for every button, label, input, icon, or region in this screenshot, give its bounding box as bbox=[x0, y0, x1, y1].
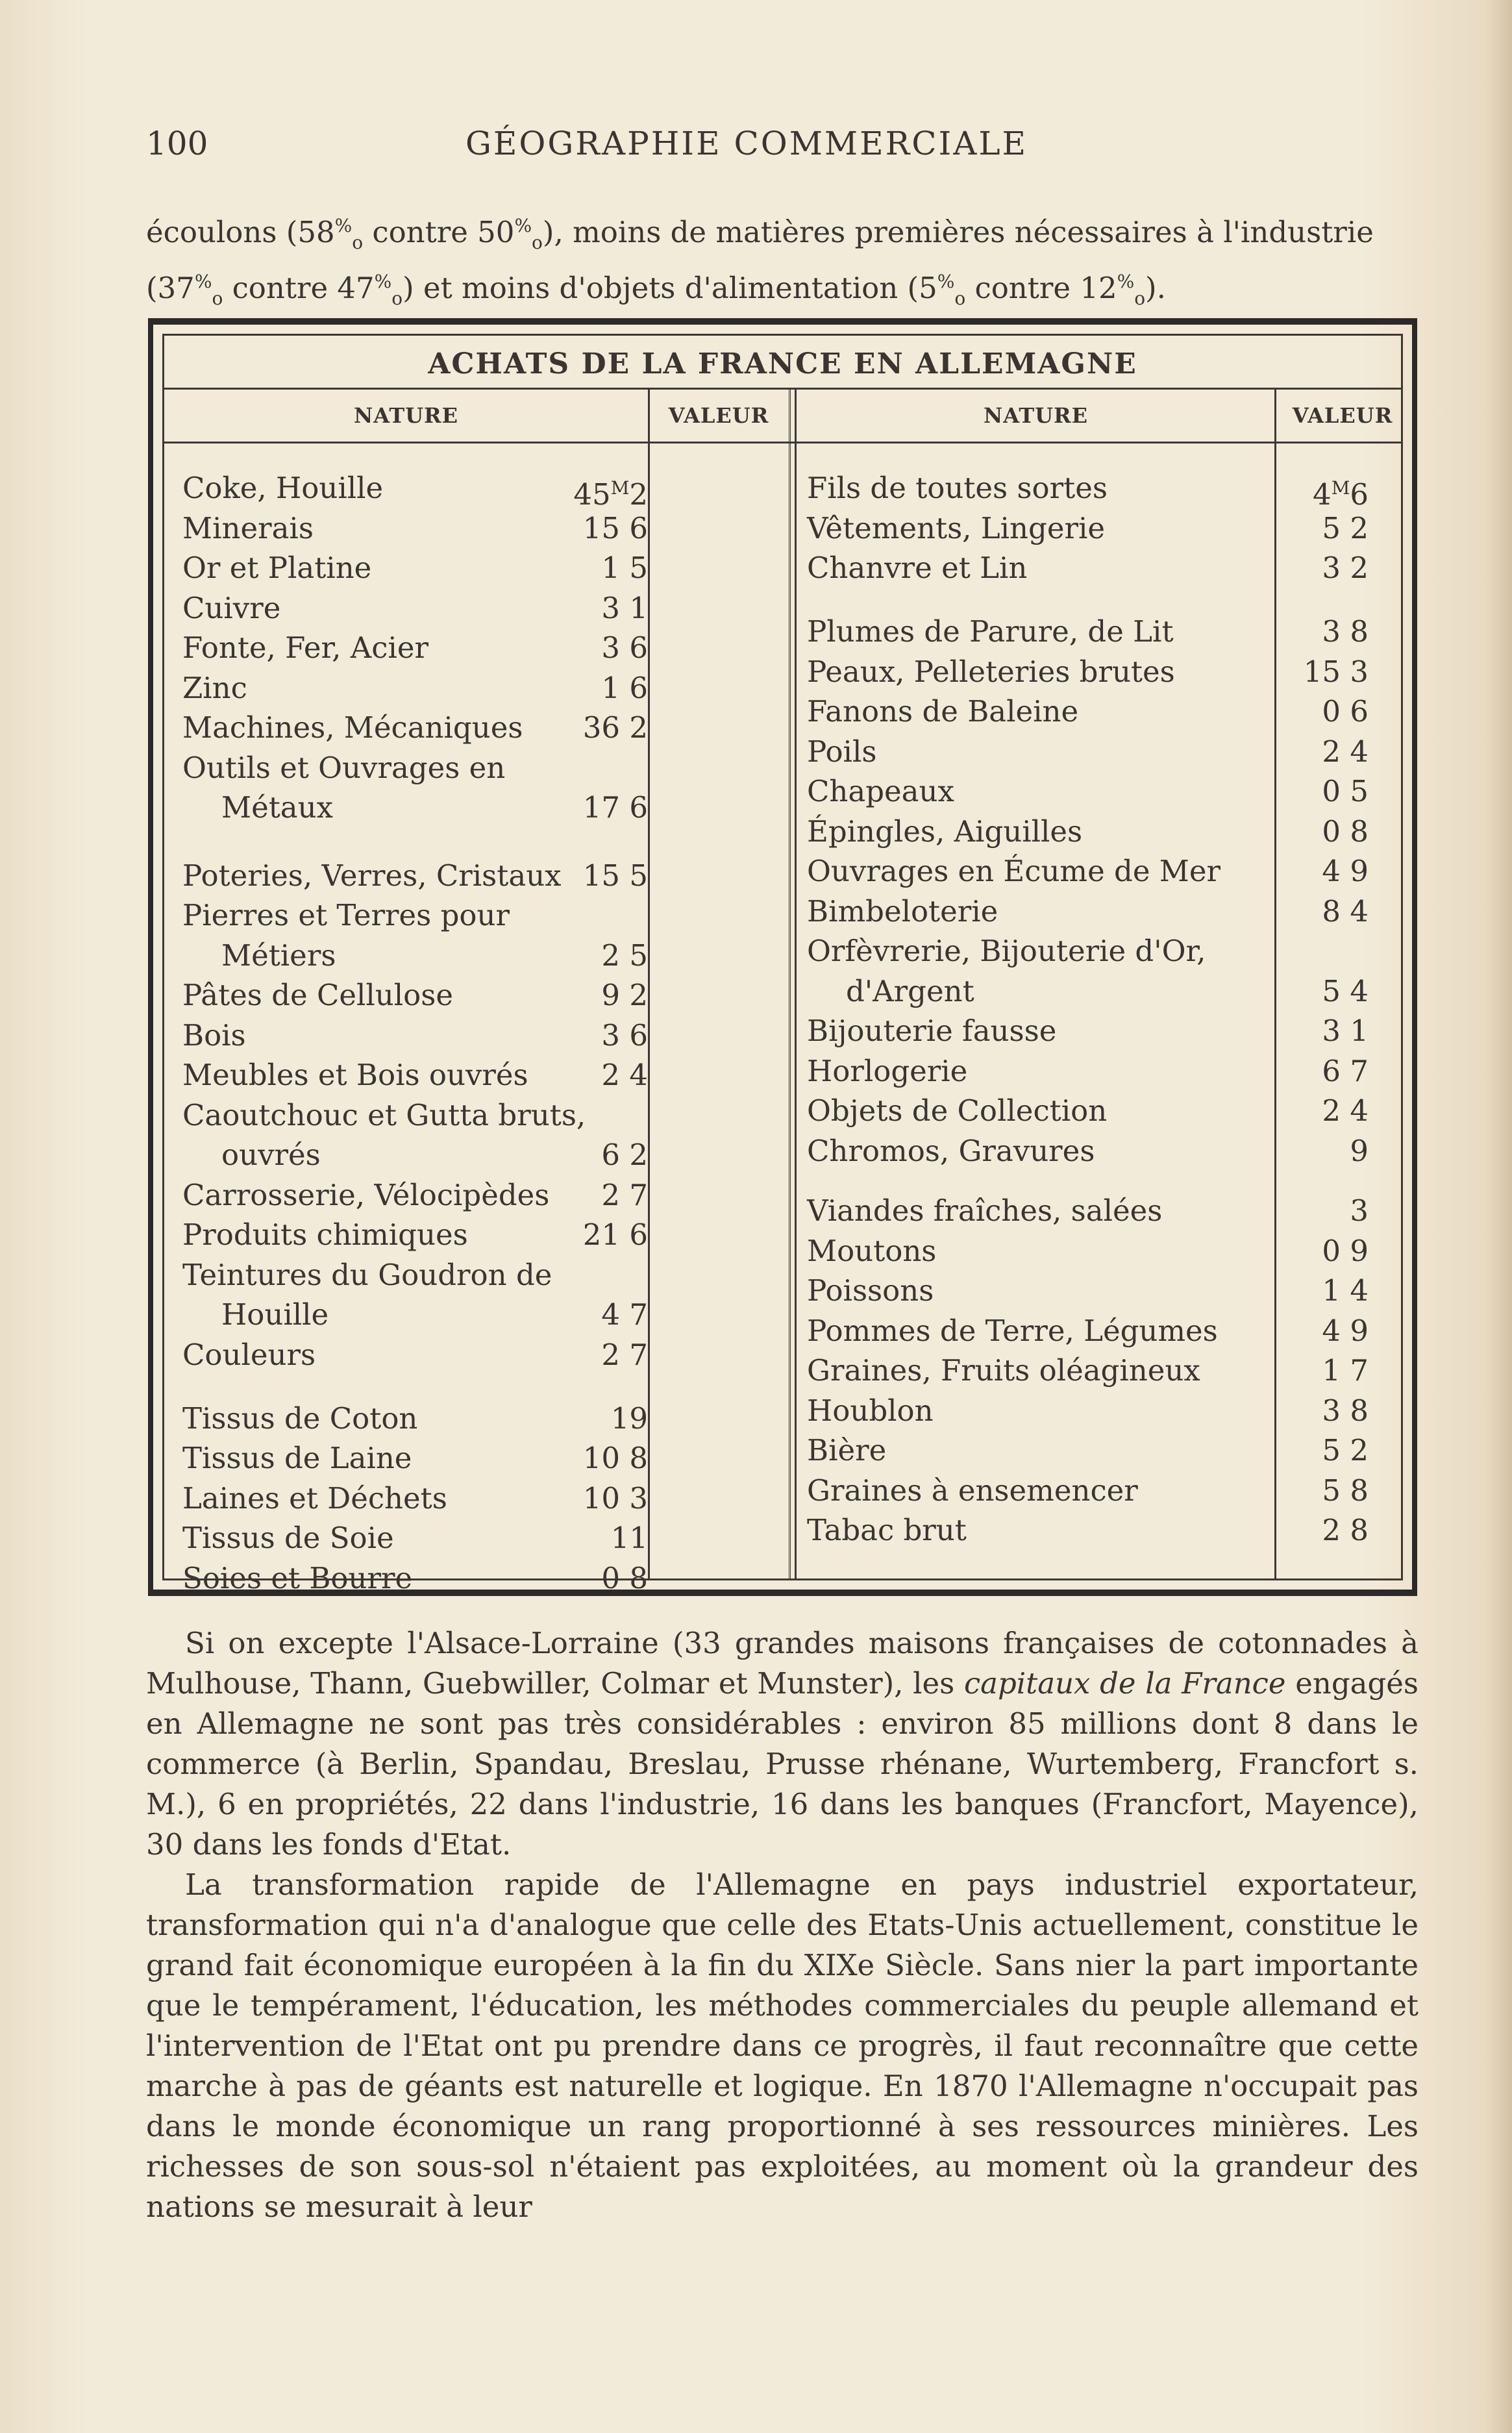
left-nature-cell: Caoutchouc et Gutta bruts, bbox=[182, 1097, 586, 1132]
left-nature-cell: Tissus de Coton bbox=[182, 1401, 418, 1436]
right-nature-cell: Poissons bbox=[807, 1273, 934, 1308]
left-valeur-cell: $45^M2$ bbox=[573, 477, 648, 512]
left-valeur-cell: 6 2 bbox=[601, 1138, 648, 1173]
right-nature-cell: Fanons de Baleine bbox=[807, 694, 1079, 729]
right-valeur-cell: 8 4 bbox=[1322, 893, 1369, 929]
right-nature-cell: Peaux, Pelleteries brutes bbox=[807, 654, 1175, 689]
left-nature-cell: Zinc bbox=[182, 670, 247, 705]
left-nature-cell: Métaux bbox=[221, 790, 333, 825]
right-nature-cell: Graines à ensemencer bbox=[807, 1473, 1138, 1508]
left-valeur-cell: 15 6 bbox=[582, 510, 648, 545]
right-valeur-cell: 0 6 bbox=[1322, 694, 1369, 729]
right-nature-cell: Orfèvrerie, Bijouterie d'Or, bbox=[807, 934, 1206, 969]
right-nature-cell: Chapeaux bbox=[807, 774, 954, 809]
right-nature-cell: Graines, Fruits oléagineux bbox=[807, 1353, 1200, 1388]
left-nature-cell: Carrosserie, Vélocipèdes bbox=[182, 1177, 550, 1212]
right-nature-cell: Plumes de Parure, de Lit bbox=[807, 614, 1174, 649]
right-valeur-cell: 4 9 bbox=[1322, 1313, 1369, 1348]
left-nature-cell: Tissus de Soie bbox=[182, 1521, 394, 1556]
right-valeur-cell: 15 3 bbox=[1303, 654, 1369, 689]
right-valeur-cell: 3 8 bbox=[1322, 614, 1369, 649]
col-header-valeur-left: VALEUR bbox=[668, 403, 769, 428]
left-nature-cell: Teintures du Goudron de bbox=[182, 1257, 552, 1292]
left-valeur-cell: 0 8 bbox=[601, 1560, 648, 1595]
table-column-headers bbox=[164, 390, 1401, 443]
left-valeur-cell: 4 7 bbox=[601, 1297, 648, 1332]
right-valeur-cell: 0 9 bbox=[1322, 1233, 1369, 1268]
col-header-nature-right: NATURE bbox=[983, 403, 1089, 428]
right-nature-cell: Bijouterie fausse bbox=[807, 1014, 1057, 1049]
left-valeur-cell: 10 8 bbox=[582, 1441, 648, 1476]
left-valeur-cell: 15 5 bbox=[582, 858, 648, 893]
left-nature-cell: Métiers bbox=[221, 938, 336, 973]
right-nature-cell: Horlogerie bbox=[807, 1053, 968, 1088]
intro-line-1: écoulons ($58^{\%}_o$ contre $50^{\%}_o$), moins de matières premières nécessaires à l'industrie bbox=[146, 215, 1374, 253]
left-nature-cell: Tissus de Laine bbox=[182, 1441, 412, 1476]
right-valeur-cell: 5 2 bbox=[1322, 510, 1369, 545]
left-valeur-cell: 11 bbox=[610, 1521, 648, 1556]
right-nature-cell: Chanvre et Lin bbox=[807, 551, 1028, 585]
left-nature-cell: Laines et Déchets bbox=[182, 1480, 447, 1516]
purchases-table bbox=[148, 318, 1417, 1596]
left-valeur-cell: 36 2 bbox=[582, 710, 648, 745]
right-valeur-cell: 1 7 bbox=[1322, 1353, 1369, 1388]
left-valeur-cell: 2 7 bbox=[601, 1177, 648, 1212]
left-valeur-cell: 1 5 bbox=[601, 551, 648, 585]
right-valeur-cell: 5 8 bbox=[1322, 1473, 1369, 1508]
right-nature-cell: Vêtements, Lingerie bbox=[807, 510, 1106, 545]
left-valeur-cell: 10 3 bbox=[582, 1480, 648, 1516]
left-nature-cell: Meubles et Bois ouvrés bbox=[182, 1058, 528, 1093]
left-nature-cell: Pierres et Terres pour bbox=[182, 898, 510, 933]
left-valeur-cell: 2 7 bbox=[601, 1337, 648, 1372]
right-nature-cell: Houblon bbox=[807, 1393, 934, 1428]
right-valeur-cell: 2 4 bbox=[1322, 734, 1369, 769]
left-valeur-cell: 3 6 bbox=[601, 1017, 648, 1053]
left-nature-cell: ouvrés bbox=[221, 1138, 321, 1173]
left-nature-cell: Outils et Ouvrages en bbox=[182, 750, 506, 785]
left-nature-cell: Produits chimiques bbox=[182, 1217, 468, 1253]
right-nature-cell: Objets de Collection bbox=[807, 1093, 1108, 1129]
col-header-nature-left: NATURE bbox=[353, 403, 459, 428]
left-valeur-cell: 17 6 bbox=[582, 790, 648, 825]
left-valeur-cell: 3 6 bbox=[601, 630, 648, 665]
right-valeur-cell: $4^M6$ bbox=[1313, 477, 1369, 512]
column-divider-double bbox=[789, 390, 797, 1578]
left-valeur-cell: 19 bbox=[610, 1401, 648, 1436]
right-nature-cell: Bimbeloterie bbox=[807, 893, 998, 929]
left-nature-cell: Cuivre bbox=[182, 590, 281, 625]
right-valeur-cell: 0 5 bbox=[1322, 774, 1369, 809]
left-nature-cell: Pâtes de Cellulose bbox=[182, 978, 453, 1013]
left-nature-cell: Minerais bbox=[182, 510, 314, 545]
unit-superscript: M bbox=[610, 477, 630, 499]
right-valeur-cell: 6 7 bbox=[1322, 1053, 1369, 1088]
left-valeur-cell: 2 4 bbox=[601, 1058, 648, 1093]
col-header-valeur-right: VALEUR bbox=[1292, 403, 1393, 428]
right-valeur-cell: 2 8 bbox=[1322, 1513, 1369, 1548]
table-title: ACHATS DE LA FRANCE EN ALLEMAGNE bbox=[164, 336, 1401, 390]
intro-paragraph bbox=[146, 206, 1419, 318]
right-nature-cell: Viandes fraîches, salées bbox=[807, 1193, 1163, 1229]
right-nature-cell: d'Argent bbox=[846, 973, 974, 1008]
right-valeur-cell: 1 4 bbox=[1322, 1273, 1369, 1308]
left-valeur-cell: 3 1 bbox=[601, 590, 648, 625]
right-valeur-cell: 4 9 bbox=[1322, 854, 1369, 889]
page-edge-shadow bbox=[1486, 0, 1512, 2433]
right-valeur-cell: 3 2 bbox=[1322, 551, 1369, 585]
page-number: 100 bbox=[146, 125, 208, 162]
paragraph-transformation: La transformation rapide de l'Allemagne en pays industriel exportateur, transformation qui n'a d'analogue que celle des Etats-Unis actuellement, constitue le grand fait économique européen à la fin du XIXe Siècle. Sans nier la part importante que le tempérament, l'éducation, les méthodes commerciales du peuple allemand et l'intervention de l'Etat ont pu prendre dans ce progrès, il faut reconnaître que cette marche à pas de géants est naturelle et logique. En 1870 l'Allemagne n'occupait pas dans le monde économique un rang proportionné à ses ressources minières. Les richesses de son sous-sol n'étaient pas exploitées, au moment où la grandeur des nations se mesurait à leur bbox=[146, 1867, 1419, 2224]
left-nature-cell: Houille bbox=[221, 1297, 329, 1332]
left-nature-cell: Coke, Houille bbox=[182, 471, 384, 505]
left-valeur-cell: 9 2 bbox=[601, 978, 648, 1013]
right-valeur-cell: 2 4 bbox=[1322, 1093, 1369, 1129]
left-nature-cell: Machines, Mécaniques bbox=[182, 710, 523, 745]
body-text bbox=[146, 1623, 1419, 2227]
right-valeur-cell: 3 8 bbox=[1322, 1393, 1369, 1428]
left-valeur-cell: 2 5 bbox=[601, 938, 648, 973]
right-nature-cell: Pommes de Terre, Légumes bbox=[807, 1313, 1218, 1348]
left-nature-cell: Fonte, Fer, Acier bbox=[182, 630, 428, 665]
running-title: GÉOGRAPHIE COMMERCIALE bbox=[465, 125, 1028, 162]
right-nature-cell: Fils de toutes sortes bbox=[807, 471, 1108, 505]
left-nature-cell: Bois bbox=[182, 1017, 246, 1053]
left-nature-cell: Couleurs bbox=[182, 1337, 316, 1372]
right-nature-cell: Bière bbox=[807, 1433, 887, 1468]
table-inner bbox=[162, 334, 1403, 1595]
left-nature-cell: Or et Platine bbox=[182, 551, 372, 585]
right-nature-cell: Épingles, Aiguilles bbox=[807, 814, 1083, 849]
right-nature-cell: Moutons bbox=[807, 1233, 937, 1268]
page-header bbox=[146, 125, 1347, 170]
right-nature-cell: Chromos, Gravures bbox=[807, 1133, 1095, 1168]
unit-superscript: M bbox=[1331, 477, 1350, 499]
column-divider bbox=[648, 390, 650, 1578]
left-valeur-cell: 21 6 bbox=[582, 1217, 648, 1253]
right-valeur-cell: 5 4 bbox=[1322, 973, 1369, 1008]
right-valeur-cell: 5 2 bbox=[1322, 1433, 1369, 1468]
right-valeur-cell: 3 bbox=[1350, 1193, 1369, 1229]
left-valeur-cell: 1 6 bbox=[601, 670, 648, 705]
right-valeur-cell: 9 bbox=[1350, 1133, 1369, 1168]
left-nature-cell: Poteries, Verres, Cristaux bbox=[182, 858, 562, 893]
right-nature-cell: Tabac brut bbox=[807, 1513, 967, 1548]
right-nature-cell: Ouvrages en Écume de Mer bbox=[807, 854, 1221, 889]
intro-line-2: ($37^{\%}_o$ contre $47^{\%}_o$) et moins d'objets d'alimentation ($5^{\%}_o$ contre $12^{\%}_o$). bbox=[146, 271, 1166, 309]
right-valeur-cell: 0 8 bbox=[1322, 814, 1369, 849]
paragraph-capitaux: Si on excepte l'Alsace-Lorraine (33 grandes maisons françaises de cotonnades à Mulhouse, Thann, Guebwiller, Colmar et Munster), les capitaux de la France engagés en Allemagne ne sont pas très considérables : environ 85 millions dont 8 dans le commerce (à Berlin, Spandau, Breslau, Prusse rhénane, Wurtemberg, Francfort s. M.), 6 en propriétés, 22 dans l'industrie, 16 dans les banques (Francfort, Mayence), 30 dans les fonds d'Etat. bbox=[146, 1626, 1419, 1862]
right-nature-cell: Poils bbox=[807, 734, 877, 769]
left-nature-cell: Soies et Bourre bbox=[182, 1560, 413, 1595]
right-valeur-cell: 3 1 bbox=[1322, 1014, 1369, 1049]
